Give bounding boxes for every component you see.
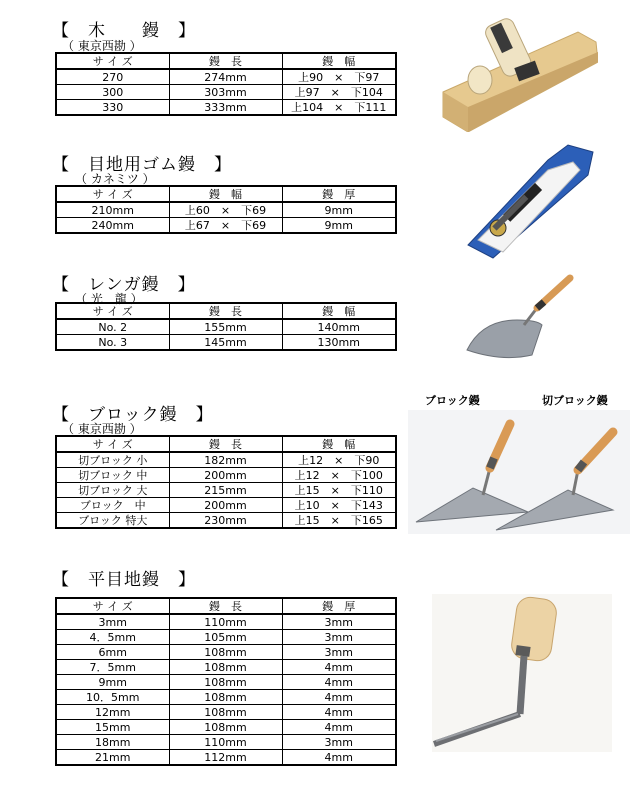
table-cell: 上15 × 下110 [282,483,396,498]
table-cell: 4．5mm [56,630,169,645]
table-cell: ブロック 中 [56,498,169,513]
column-header: サ イ ズ [56,186,169,202]
table-cell: 6mm [56,645,169,660]
table-cell: 155mm [169,319,282,335]
table-cell: 108mm [169,645,282,660]
table-cell: 108mm [169,705,282,720]
flat-joint-trowel-photo [432,594,612,752]
table-cell: 240mm [56,218,169,234]
table-cell: No. 2 [56,319,169,335]
table-cell: 200mm [169,498,282,513]
table-row [56,468,396,483]
table-cell: 切ブロック 大 [56,483,169,498]
column-header: サ イ ズ [56,303,169,319]
table-cell: 200mm [169,468,282,483]
table-row [56,483,396,498]
table-row [56,85,396,100]
column-header: 鏝 幅 [282,303,396,319]
table-cell: 3mm [282,614,396,630]
table-cell: 210mm [56,202,169,218]
photo-caption-cut-block: 切ブロック鏝 [542,394,608,407]
table-cell: 4mm [282,690,396,705]
table-cell: 3mm [282,735,396,750]
table-row [56,735,396,750]
table-cell: 110mm [169,735,282,750]
maker-label: （ 光 龍 ） [75,292,143,306]
column-header: サ イ ズ [56,598,169,614]
section-title-rubber-trowel: 【 目地用ゴム鏝 】 [52,155,232,175]
section-title-wood-trowel: 【 木 鏝 】 [52,21,196,41]
table-cell: 上12 × 下100 [282,468,396,483]
column-header: 鏝 幅 [282,53,396,69]
table-cell: 108mm [169,675,282,690]
table-cell: 274mm [169,69,282,85]
table-cell: 105mm [169,630,282,645]
table-row [56,202,396,218]
table-cell: 4mm [282,750,396,766]
table-cell: 108mm [169,690,282,705]
table-cell: 上67 × 下69 [169,218,282,234]
table-row [56,452,396,468]
column-header: 鏝 長 [169,598,282,614]
table-cell: 300 [56,85,169,100]
table-row [56,335,396,351]
wood-trowel-photo [438,12,598,132]
table-row [56,630,396,645]
table-cell: 7．5mm [56,660,169,675]
table-cell: 145mm [169,335,282,351]
table-row [56,513,396,529]
column-header: 鏝 長 [169,436,282,452]
table-row [56,645,396,660]
table-cell: 上10 × 下143 [282,498,396,513]
table-cell: No. 3 [56,335,169,351]
maker-label: （ カネミツ ） [75,172,155,186]
column-header: 鏝 幅 [282,436,396,452]
column-header: 鏝 厚 [282,186,396,202]
table-row [56,660,396,675]
column-header: 鏝 幅 [169,186,282,202]
section-title-brick-trowel: 【 レンガ鏝 】 [52,275,196,295]
table-cell: 108mm [169,660,282,675]
table-cell: ブロック 特大 [56,513,169,529]
section-title-flat-joint-trowel: 【 平目地鏝 】 [52,570,196,590]
table-row [56,750,396,766]
spec-table-rubber-trowel [55,185,397,234]
table-cell: 上90 × 下97 [282,69,396,85]
table-row [56,218,396,234]
table-cell: 110mm [169,614,282,630]
column-header: サ イ ズ [56,53,169,69]
table-cell: 303mm [169,85,282,100]
table-cell: 270 [56,69,169,85]
table-cell: 230mm [169,513,282,529]
rubber-trowel-photo [448,140,608,260]
table-cell: 10．5mm [56,690,169,705]
table-row [56,498,396,513]
table-row [56,614,396,630]
table-cell: 上15 × 下165 [282,513,396,529]
table-cell: 21mm [56,750,169,766]
photo-caption-block: ブロック鏝 [425,394,480,407]
table-row [56,690,396,705]
brick-trowel-photo [462,270,582,365]
table-cell: 130mm [282,335,396,351]
table-cell: 15mm [56,720,169,735]
spec-table-flat-joint-trowel [55,597,397,766]
table-cell: 上104 × 下111 [282,100,396,116]
table-row [56,100,396,116]
block-trowel-photo [408,410,630,534]
table-cell: 4mm [282,660,396,675]
spec-table-wood-trowel [55,52,397,116]
section-title-block-trowel: 【 ブロック鏝 】 [52,405,214,425]
table-cell: 切ブロック 小 [56,452,169,468]
spec-table-block-trowel [55,435,397,529]
table-cell: 上60 × 下69 [169,202,282,218]
table-cell: 4mm [282,675,396,690]
table-cell: 215mm [169,483,282,498]
table-cell: 切ブロック 中 [56,468,169,483]
spec-table-brick-trowel [55,302,397,351]
table-cell: 9mm [282,202,396,218]
maker-label: （ 東京西勘 ） [62,39,142,53]
table-cell: 18mm [56,735,169,750]
table-cell: 上12 × 下90 [282,452,396,468]
table-cell: 9mm [282,218,396,234]
table-row [56,69,396,85]
column-header: 鏝 長 [169,53,282,69]
table-row [56,720,396,735]
maker-label: （ 東京西勘 ） [62,422,142,436]
table-cell: 3mm [282,645,396,660]
table-cell: 4mm [282,705,396,720]
table-cell: 108mm [169,720,282,735]
table-row [56,319,396,335]
table-cell: 112mm [169,750,282,766]
table-row [56,705,396,720]
table-cell: 3mm [56,614,169,630]
table-cell: 4mm [282,720,396,735]
table-row [56,675,396,690]
table-cell: 330 [56,100,169,116]
table-cell: 182mm [169,452,282,468]
table-cell: 140mm [282,319,396,335]
column-header: サ イ ズ [56,436,169,452]
column-header: 鏝 厚 [282,598,396,614]
table-cell: 上97 × 下104 [282,85,396,100]
column-header: 鏝 長 [169,303,282,319]
table-cell: 333mm [169,100,282,116]
table-cell: 3mm [282,630,396,645]
table-cell: 9mm [56,675,169,690]
table-cell: 12mm [56,705,169,720]
